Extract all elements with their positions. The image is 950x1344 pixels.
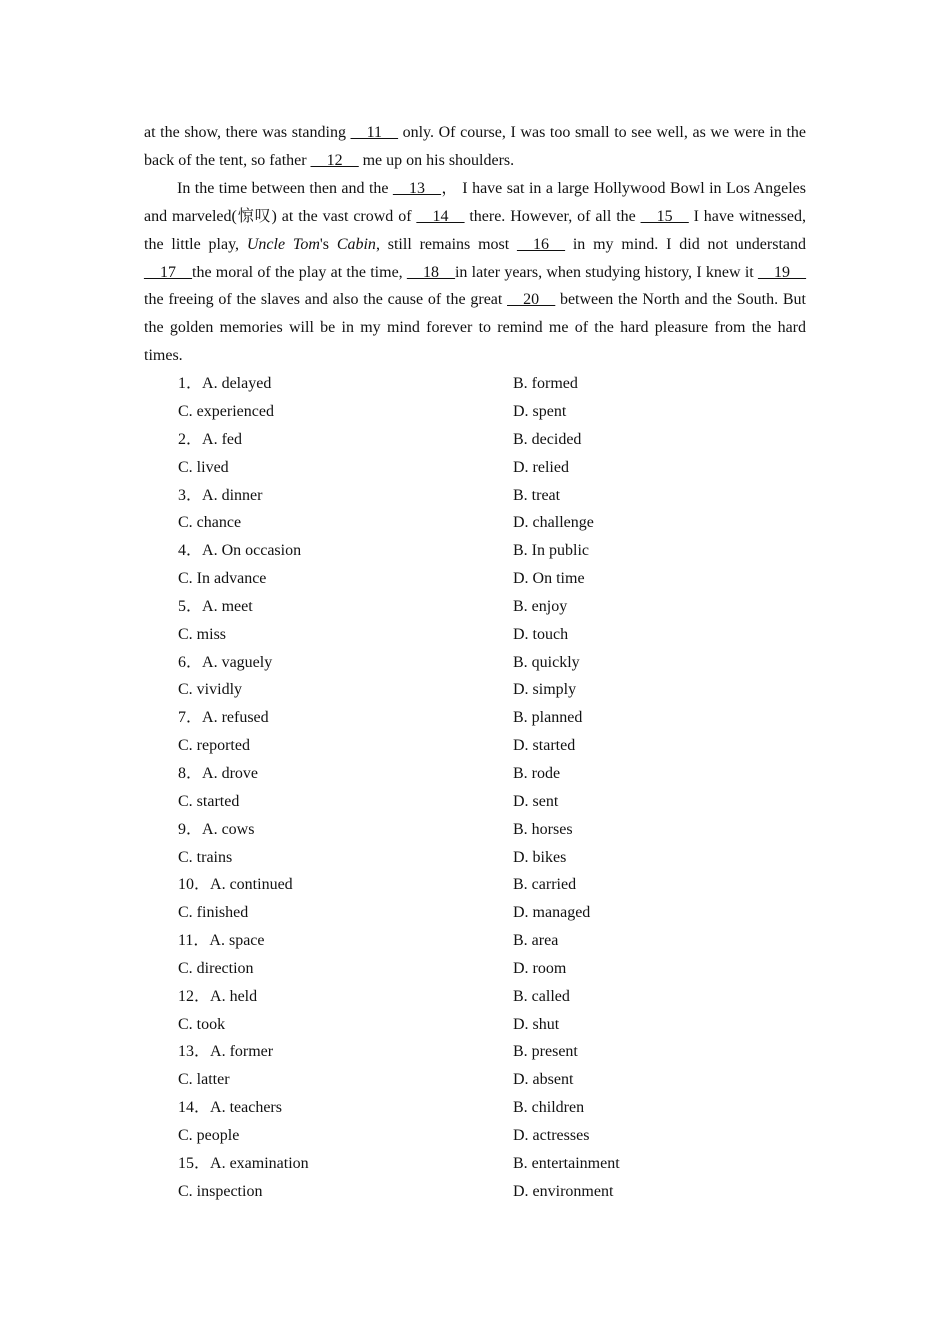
option-d: D. actresses	[513, 1126, 590, 1144]
question-row	[144, 509, 806, 537]
passage-text: , still remains most	[375, 235, 518, 253]
option-d: D. On time	[513, 570, 585, 588]
question-row	[144, 816, 806, 844]
option-a-text: A. meet	[202, 597, 253, 615]
answer-blank: __17__	[144, 263, 192, 281]
answer-blank: __13__	[392, 179, 441, 197]
passage-paragraph-2	[144, 175, 806, 370]
option-d: D. simply	[513, 681, 577, 699]
option-b: B. called	[513, 987, 570, 1005]
option-a-text: A. held	[210, 987, 258, 1005]
passage-text: between the North and the South. But the golden memories will be in my mind forever to remind me of the hard pleasure from the hard times.	[144, 291, 806, 365]
option-a-text: A. refused	[202, 709, 269, 727]
question-number: 11．	[178, 932, 210, 950]
question-row	[144, 454, 806, 482]
option-a	[178, 537, 301, 565]
question-number: 2．	[178, 430, 203, 448]
option-a-text: A. teachers	[210, 1099, 282, 1117]
question-row	[144, 1094, 806, 1122]
question-row	[144, 593, 806, 621]
answer-blank: __16__	[517, 235, 566, 253]
option-d: D. sent	[513, 792, 559, 810]
option-a-text: A. vaguely	[202, 653, 273, 671]
question-row	[144, 927, 806, 955]
passage-text: me up on his shoulders.	[358, 151, 515, 169]
option-a	[178, 760, 258, 788]
passage-text: there. However, of all the	[464, 207, 641, 225]
question-number: 4．	[178, 542, 203, 560]
option-c: C. miss	[178, 625, 227, 643]
question-number: 5．	[178, 597, 203, 615]
option-b: B. planned	[513, 709, 583, 727]
option-d: D. bikes	[513, 848, 567, 866]
question-number: 7．	[178, 709, 203, 727]
question-row	[144, 788, 806, 816]
question-row	[144, 537, 806, 565]
question-number: 1．	[178, 375, 203, 393]
question-row	[144, 871, 806, 899]
option-c: C. direction	[178, 959, 254, 977]
passage-text: the freeing of the slaves and also the cause of the great	[144, 291, 508, 309]
question-number: 13．	[178, 1043, 211, 1061]
passage-text: the moral of the play at the time,	[192, 263, 407, 281]
answer-blank: __18__	[406, 263, 455, 281]
option-c: C. latter	[178, 1071, 230, 1089]
answer-blank: __20__	[507, 291, 556, 309]
question-number: 14．	[178, 1099, 211, 1117]
question-number: 10．	[178, 876, 211, 894]
option-a-text: A. continued	[210, 876, 293, 894]
options-list	[144, 370, 806, 1205]
option-d: D. absent	[513, 1071, 574, 1089]
question-number: 8．	[178, 764, 203, 782]
option-a	[178, 370, 271, 398]
option-b: B. treat	[513, 486, 561, 504]
option-c: C. vividly	[178, 681, 243, 699]
option-a	[178, 1150, 309, 1178]
option-a	[178, 1038, 273, 1066]
passage-paragraph-1	[144, 119, 806, 175]
option-c: C. people	[178, 1126, 240, 1144]
option-d: D. room	[513, 959, 567, 977]
passage-text: only. Of course, I was too small to see well, as we were in the back of the tent, so father	[144, 124, 806, 169]
option-b: B. formed	[513, 375, 578, 393]
option-a-text: A. space	[209, 932, 265, 950]
option-c: C. lived	[178, 458, 229, 476]
question-row	[144, 398, 806, 426]
option-a-text: A. dinner	[202, 486, 263, 504]
question-number: 9．	[178, 820, 203, 838]
option-a-text: A. drove	[202, 764, 258, 782]
option-a	[178, 593, 253, 621]
answer-blank: __11__	[350, 124, 398, 141]
option-b: B. horses	[513, 820, 573, 838]
option-d: D. environment	[513, 1182, 614, 1200]
question-row	[144, 760, 806, 788]
option-b: B. enjoy	[513, 597, 568, 615]
option-a	[178, 983, 257, 1011]
question-row	[144, 1066, 806, 1094]
question-row	[144, 1038, 806, 1066]
passage-text: 's	[319, 235, 337, 253]
option-a	[178, 482, 262, 510]
italic-title-text: Uncle Tom	[246, 235, 320, 253]
document-page	[144, 119, 806, 1205]
question-row	[144, 983, 806, 1011]
option-a-text: A. cows	[202, 820, 255, 838]
option-d: D. challenge	[513, 514, 594, 532]
option-b: B. rode	[513, 764, 561, 782]
question-number: 15．	[178, 1154, 211, 1172]
question-row	[144, 732, 806, 760]
option-d: D. touch	[513, 625, 569, 643]
option-c: C. trains	[178, 848, 233, 866]
option-d: D. shut	[513, 1015, 560, 1033]
passage-text: ， I have sat in a large Hollywood Bowl in Los Angeles and marveled(惊叹) at the vast crowd of	[144, 179, 806, 225]
option-b: B. entertainment	[513, 1154, 620, 1172]
answer-blank: __15__	[640, 207, 689, 225]
passage-text: at the show, there was standing	[144, 124, 351, 141]
question-row	[144, 844, 806, 872]
question-row	[144, 649, 806, 677]
italic-title-text: Cabin	[336, 235, 376, 253]
option-a-text: A. On occasion	[202, 542, 302, 560]
passage-text: In the time between then and the	[177, 179, 393, 197]
question-row	[144, 1150, 806, 1178]
option-a	[178, 704, 269, 732]
option-a	[178, 816, 254, 844]
question-row	[144, 482, 806, 510]
question-row	[144, 621, 806, 649]
passage-text: in later years, when studying history, I knew it	[454, 263, 758, 281]
question-number: 12．	[178, 987, 211, 1005]
option-b: B. present	[513, 1043, 578, 1061]
question-row	[144, 955, 806, 983]
question-row	[144, 899, 806, 927]
option-c: C. took	[178, 1015, 226, 1033]
option-a	[178, 1094, 282, 1122]
option-a	[178, 426, 242, 454]
option-d: D. started	[513, 737, 576, 755]
question-row	[144, 1011, 806, 1039]
question-row	[144, 1178, 806, 1206]
answer-blank: __14__	[416, 207, 465, 225]
option-b: B. quickly	[513, 653, 580, 671]
option-a-text: A. examination	[210, 1154, 309, 1172]
option-b: B. area	[513, 932, 559, 950]
option-b: B. children	[513, 1099, 585, 1117]
question-row	[144, 426, 806, 454]
passage-text: in my mind. I did not understand	[565, 235, 806, 253]
question-row	[144, 565, 806, 593]
question-row	[144, 676, 806, 704]
option-a	[178, 927, 265, 955]
option-d: D. managed	[513, 904, 591, 922]
answer-blank: __19__	[758, 263, 806, 281]
option-c: C. reported	[178, 737, 250, 755]
option-a	[178, 649, 272, 677]
option-c: C. started	[178, 792, 240, 810]
option-a-text: A. fed	[202, 430, 242, 448]
passage-text: I have witnessed, the little play,	[144, 207, 806, 253]
option-d: D. relied	[513, 458, 569, 476]
option-c: C. experienced	[178, 403, 274, 420]
answer-blank: __12__	[310, 151, 359, 169]
question-number: 3．	[178, 486, 203, 504]
option-c: C. chance	[178, 514, 242, 532]
option-c: C. inspection	[178, 1182, 263, 1200]
option-a-text: A. former	[210, 1043, 274, 1061]
option-c: C. In advance	[178, 570, 267, 588]
option-a-text: A. delayed	[202, 375, 272, 393]
question-row	[144, 704, 806, 732]
option-d: D. spent	[513, 403, 567, 420]
option-b: B. decided	[513, 430, 582, 448]
question-row	[144, 370, 806, 398]
option-a	[178, 871, 293, 899]
option-b: B. carried	[513, 876, 577, 894]
option-b: B. In public	[513, 542, 589, 560]
question-row	[144, 1122, 806, 1150]
question-number: 6．	[178, 653, 203, 671]
option-c: C. finished	[178, 904, 249, 922]
